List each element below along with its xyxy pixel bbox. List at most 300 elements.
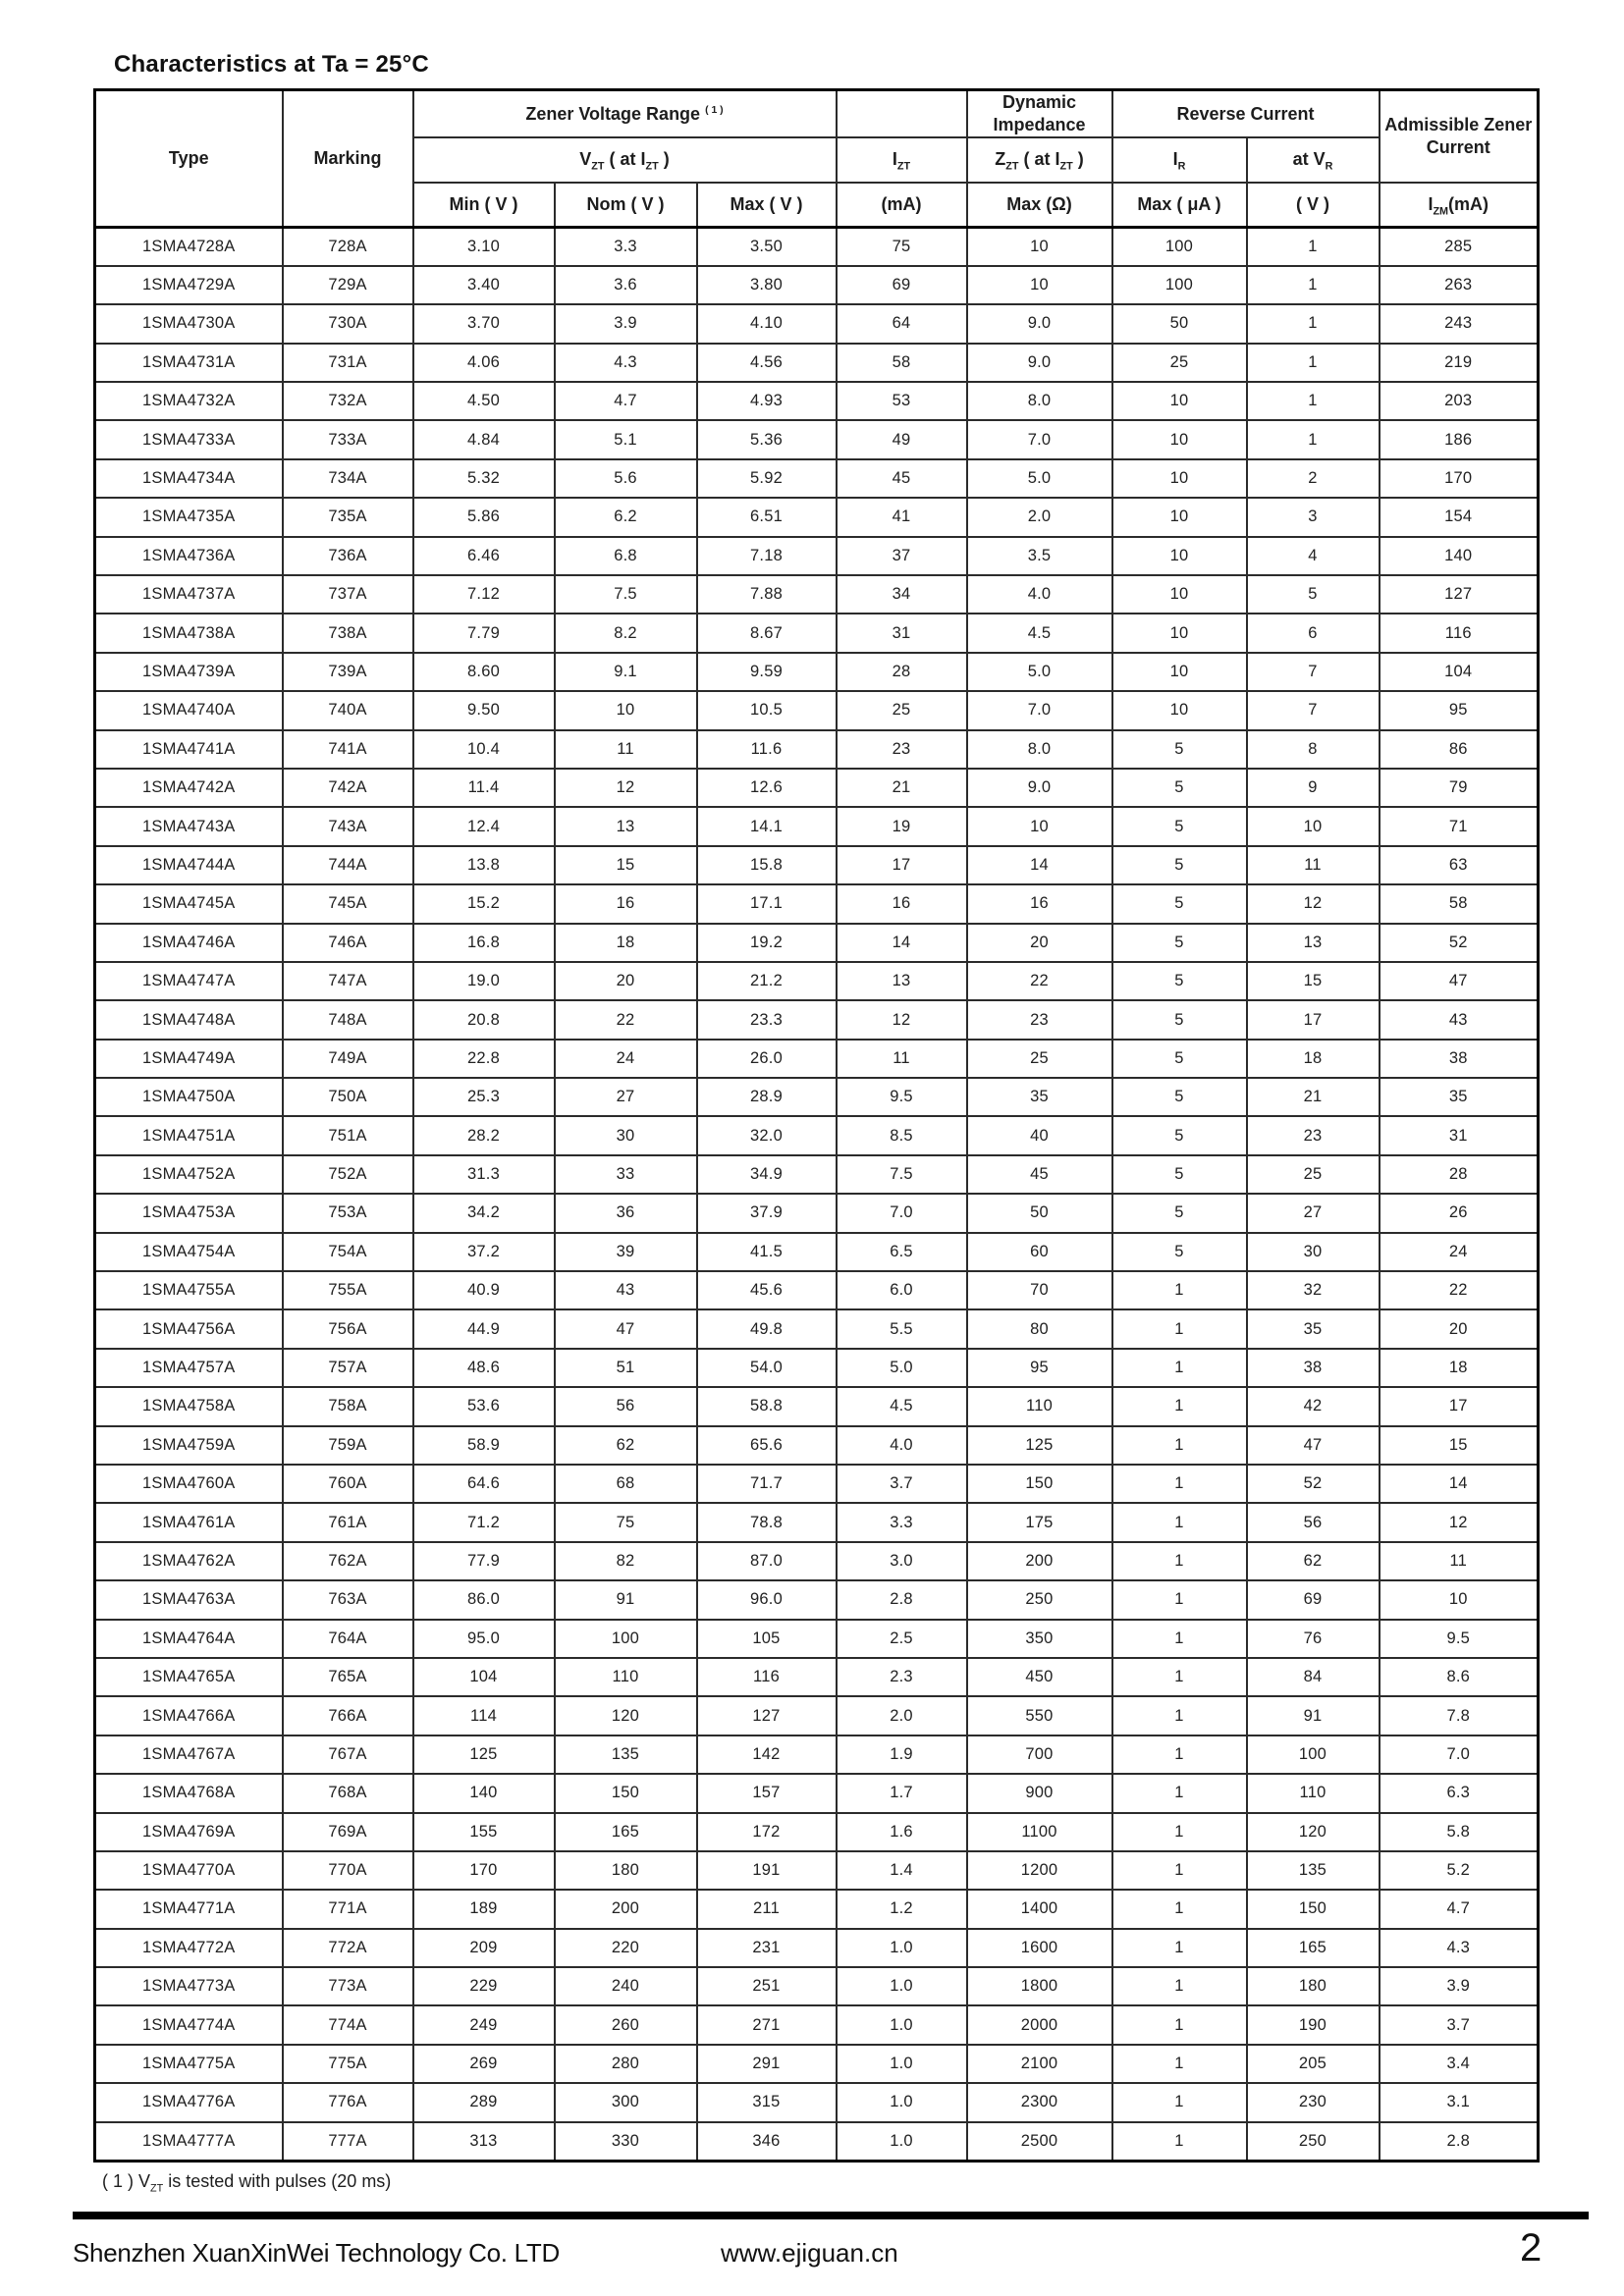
table-cell: 5.5 [837,1309,967,1348]
table-cell: 1 [1112,1658,1247,1696]
table-cell: 1 [1112,1851,1247,1890]
header-vr-unit: ( V ) [1247,183,1380,228]
table-cell: 96.0 [697,1580,837,1619]
table-cell: 2.3 [837,1658,967,1696]
table-cell: 120 [1247,1813,1380,1851]
table-row [95,1929,1539,1967]
table-cell: 1SMA4734A [95,459,283,498]
table-cell: 26.0 [697,1040,837,1078]
table-cell: 8.2 [555,614,697,652]
table-cell: 76 [1247,1620,1380,1658]
table-cell: 4.93 [697,382,837,420]
table-cell: 23 [1247,1116,1380,1154]
table-cell: 28 [837,653,967,691]
header-ir: $I_R$ [1112,137,1247,183]
table-cell: 69 [1247,1580,1380,1619]
table-cell: 5.0 [967,653,1112,691]
table-cell: 21 [1247,1078,1380,1116]
header-izt: $I_{ZT}$ [837,137,967,183]
table-cell: 755A [283,1271,413,1309]
table-cell: 1 [1112,2083,1247,2121]
table-row [95,459,1539,498]
table-cell: 10 [1112,691,1247,729]
table-cell: 35 [1247,1309,1380,1348]
table-cell: 15 [555,846,697,884]
table-cell: 211 [697,1890,837,1928]
header-reverse-current: Reverse Current [1112,90,1380,137]
table-cell: 4 [1247,537,1380,575]
table-cell: 49.8 [697,1309,837,1348]
table-cell: 728A [283,228,413,266]
table-cell: 734A [283,459,413,498]
table-cell: 70 [967,1271,1112,1309]
table-cell: 6 [1247,614,1380,652]
table-cell: 12.6 [697,769,837,807]
table-cell: 110 [555,1658,697,1696]
table-cell: 25 [967,1040,1112,1078]
table-cell: 16 [837,884,967,923]
table-cell: 240 [555,1967,697,2005]
table-cell: 285 [1380,228,1539,266]
table-cell: 1.9 [837,1735,967,1774]
table-cell: 1SMA4768A [95,1774,283,1812]
table-cell: 23 [967,1000,1112,1039]
table-cell: 8.0 [967,382,1112,420]
table-row [95,614,1539,652]
table-cell: 15.2 [413,884,555,923]
table-cell: 209 [413,1929,555,1967]
table-cell: 4.5 [967,614,1112,652]
table-cell: 1SMA4762A [95,1542,283,1580]
table-cell: 205 [1247,2045,1380,2083]
header-empty-cell [837,90,967,137]
table-cell: 5 [1112,769,1247,807]
table-cell: 1SMA4777A [95,2122,283,2161]
table-cell: 740A [283,691,413,729]
table-cell: 33 [555,1155,697,1194]
table-cell: 2300 [967,2083,1112,2121]
table-cell: 291 [697,2045,837,2083]
table-cell: 191 [697,1851,837,1890]
table-cell: 10 [967,266,1112,304]
table-cell: 51 [555,1349,697,1387]
table-cell: 700 [967,1735,1112,1774]
table-cell: 250 [1247,2122,1380,2161]
table-cell: 11 [1380,1542,1539,1580]
table-cell: 7.5 [837,1155,967,1194]
table-cell: 105 [697,1620,837,1658]
table-row [95,1349,1539,1387]
table-row [95,2045,1539,2083]
table-cell: 9.5 [837,1078,967,1116]
table-cell: 3.0 [837,1542,967,1580]
table-cell: 8.0 [967,730,1112,769]
table-cell: 1 [1112,1696,1247,1735]
table-cell: 1SMA4763A [95,1580,283,1619]
table-cell: 4.0 [837,1426,967,1465]
table-cell: 37.9 [697,1194,837,1232]
table-cell: 271 [697,2005,837,2044]
table-cell: 41.5 [697,1233,837,1271]
table-cell: 25.3 [413,1078,555,1116]
table-row [95,1967,1539,2005]
table-cell: 20.8 [413,1000,555,1039]
table-cell: 22 [1380,1271,1539,1309]
table-cell: 18 [1380,1349,1539,1387]
table-cell: 3.7 [1380,2005,1539,2044]
table-cell: 120 [555,1696,697,1735]
header-admissible-zener-current: Admissible Zener Current [1380,90,1539,183]
table-cell: 13 [837,962,967,1000]
table-cell: 10 [1112,459,1247,498]
table-cell: 11 [555,730,697,769]
table-cell: 140 [1380,537,1539,575]
table-cell: 65.6 [697,1426,837,1465]
header-min-v: Min ( V ) [413,183,555,228]
table-cell: 3.10 [413,228,555,266]
table-cell: 1SMA4775A [95,2045,283,2083]
table-cell: 10 [967,228,1112,266]
table-row [95,1890,1539,1928]
table-cell: 189 [413,1890,555,1928]
table-cell: 260 [555,2005,697,2044]
table-cell: 1SMA4730A [95,304,283,343]
table-cell: 5 [1112,1000,1247,1039]
table-cell: 346 [697,2122,837,2161]
table-cell: 87.0 [697,1542,837,1580]
table-cell: 771A [283,1890,413,1928]
table-cell: 749A [283,1040,413,1078]
table-cell: 47 [1380,962,1539,1000]
table-cell: 1SMA4765A [95,1658,283,1696]
table-cell: 12 [837,1000,967,1039]
table-cell: 3.3 [555,228,697,266]
table-row [95,537,1539,575]
table-cell: 28.9 [697,1078,837,1116]
table-cell: 1 [1112,1929,1247,1967]
table-cell: 230 [1247,2083,1380,2121]
table-cell: 330 [555,2122,697,2161]
table-cell: 32 [1247,1271,1380,1309]
table-cell: 13 [1247,924,1380,962]
table-cell: 250 [967,1580,1112,1619]
table-cell: 3 [1247,498,1380,536]
table-cell: 5.0 [837,1349,967,1387]
table-cell: 5 [1112,1155,1247,1194]
footer-website: www.ejiguan.cn [721,2238,898,2268]
table-cell: 1SMA4746A [95,924,283,962]
table-cell: 7.0 [837,1194,967,1232]
table-cell: 1SMA4733A [95,420,283,458]
table-cell: 42 [1247,1387,1380,1425]
table-cell: 1 [1112,1774,1247,1812]
table-row [95,1542,1539,1580]
table-cell: 28 [1380,1155,1539,1194]
table-cell: 1SMA4759A [95,1426,283,1465]
table-cell: 8.67 [697,614,837,652]
table-cell: 1SMA4749A [95,1040,283,1078]
table-cell: 4.56 [697,344,837,382]
table-cell: 47 [555,1309,697,1348]
table-cell: 1 [1247,382,1380,420]
table-cell: 759A [283,1426,413,1465]
table-cell: 30 [1247,1233,1380,1271]
table-cell: 752A [283,1155,413,1194]
table-cell: 43 [555,1271,697,1309]
table-cell: 3.6 [555,266,697,304]
characteristics-table [93,88,1540,2163]
table-row [95,1116,1539,1154]
table-cell: 1 [1112,2122,1247,2161]
table-row [95,1233,1539,1271]
header-izm-unit: $I_{ZM}(mA)$ [1380,183,1539,228]
table-cell: 52 [1380,924,1539,962]
table-cell: 27 [555,1078,697,1116]
table-cell: 1 [1112,1580,1247,1619]
table-cell: 12 [1247,884,1380,923]
table-cell: 18 [1247,1040,1380,1078]
table-cell: 5.36 [697,420,837,458]
table-row [95,420,1539,458]
table-cell: 1.7 [837,1774,967,1812]
table-cell: 1SMA4743A [95,807,283,845]
table-cell: 35 [967,1078,1112,1116]
table-cell: 263 [1380,266,1539,304]
table-cell: 150 [555,1774,697,1812]
table-cell: 4.3 [1380,1929,1539,1967]
table-cell: 150 [967,1465,1112,1503]
table-cell: 733A [283,420,413,458]
table-cell: 10 [1112,382,1247,420]
table-cell: 1 [1112,1426,1247,1465]
table-cell: 7.0 [1380,1735,1539,1774]
table-cell: 754A [283,1233,413,1271]
header-izt-unit: (mA) [837,183,967,228]
table-cell: 1 [1112,1309,1247,1348]
table-cell: 12.4 [413,807,555,845]
table-cell: 63 [1380,846,1539,884]
table-cell: 3.1 [1380,2083,1539,2121]
table-cell: 77.9 [413,1542,555,1580]
table-cell: 8 [1247,730,1380,769]
table-cell: 772A [283,1929,413,1967]
table-cell: 1SMA4744A [95,846,283,884]
table-row [95,653,1539,691]
table-cell: 1100 [967,1813,1112,1851]
table-cell: 172 [697,1813,837,1851]
table-cell: 15 [1247,962,1380,1000]
table-cell: 62 [555,1426,697,1465]
table-cell: 5 [1112,962,1247,1000]
table-cell: 1SMA4771A [95,1890,283,1928]
table-cell: 56 [555,1387,697,1425]
table-header [95,90,1539,228]
table-cell: 1.0 [837,2122,967,2161]
table-body [95,228,1539,2162]
table-row [95,962,1539,1000]
table-cell: 58 [837,344,967,382]
table-cell: 110 [967,1387,1112,1425]
table-cell: 170 [413,1851,555,1890]
table-cell: 743A [283,807,413,845]
table-cell: 91 [1247,1696,1380,1735]
table-cell: 775A [283,2045,413,2083]
table-cell: 5.1 [555,420,697,458]
table-cell: 1SMA4756A [95,1309,283,1348]
table-cell: 18 [555,924,697,962]
table-cell: 1SMA4758A [95,1387,283,1425]
table-cell: 64 [837,304,967,343]
page-title: Characteristics at Ta = 25°C [114,51,429,78]
table-cell: 6.2 [555,498,697,536]
table-row [95,1309,1539,1348]
table-cell: 249 [413,2005,555,2044]
footer-divider [73,2212,1589,2219]
table-cell: 71.7 [697,1465,837,1503]
table-cell: 104 [1380,653,1539,691]
table-cell: 4.3 [555,344,697,382]
table-row [95,304,1539,343]
table-cell: 1400 [967,1890,1112,1928]
table-cell: 100 [1112,266,1247,304]
table-cell: 5.0 [967,459,1112,498]
table-cell: 776A [283,2083,413,2121]
table-cell: 68 [555,1465,697,1503]
table-cell: 5 [1112,730,1247,769]
table-row [95,1387,1539,1425]
table-cell: 75 [837,228,967,266]
table-cell: 5 [1112,1078,1247,1116]
table-cell: 1SMA4731A [95,344,283,382]
table-cell: 10 [1380,1580,1539,1619]
table-row [95,2083,1539,2121]
table-cell: 1 [1247,304,1380,343]
table-cell: 54.0 [697,1349,837,1387]
table-cell: 1SMA4736A [95,537,283,575]
table-cell: 2 [1247,459,1380,498]
table-cell: 2.8 [1380,2122,1539,2161]
table-cell: 3.40 [413,266,555,304]
table-cell: 6.8 [555,537,697,575]
table-cell: 180 [555,1851,697,1890]
table-cell: 48.6 [413,1349,555,1387]
table-cell: 745A [283,884,413,923]
table-cell: 127 [1380,575,1539,614]
table-cell: 10 [1112,420,1247,458]
table-row [95,1696,1539,1735]
table-cell: 165 [1247,1929,1380,1967]
table-row [95,1503,1539,1541]
table-cell: 7.0 [967,691,1112,729]
table-cell: 25 [1112,344,1247,382]
table-cell: 1.0 [837,2045,967,2083]
table-cell: 1.0 [837,1967,967,2005]
table-cell: 23 [837,730,967,769]
table-row [95,807,1539,845]
table-cell: 7.8 [1380,1696,1539,1735]
table-cell: 11 [1247,846,1380,884]
table-cell: 28.2 [413,1116,555,1154]
table-cell: 5 [1112,924,1247,962]
table-cell: 5 [1112,1040,1247,1078]
table-cell: 5.2 [1380,1851,1539,1890]
table-cell: 16 [555,884,697,923]
table-cell: 41 [837,498,967,536]
table-cell: 739A [283,653,413,691]
table-cell: 742A [283,769,413,807]
table-cell: 1SMA4751A [95,1116,283,1154]
table-cell: 34 [837,575,967,614]
table-cell: 110 [1247,1774,1380,1812]
table-cell: 71.2 [413,1503,555,1541]
table-cell: 45 [967,1155,1112,1194]
table-cell: 1.0 [837,2083,967,2121]
table-cell: 1800 [967,1967,1112,2005]
table-cell: 8.6 [1380,1658,1539,1696]
table-row [95,1271,1539,1309]
table-cell: 1.0 [837,1929,967,1967]
header-zzt: $Z_{ZT}$ ( at $I_{ZT}$ ) [967,137,1112,183]
table-cell: 1SMA4732A [95,382,283,420]
table-row [95,884,1539,923]
table-cell: 738A [283,614,413,652]
table-cell: 764A [283,1620,413,1658]
table-cell: 1SMA4767A [95,1735,283,1774]
table-cell: 280 [555,2045,697,2083]
table-cell: 7.79 [413,614,555,652]
table-cell: 1SMA4764A [95,1620,283,1658]
table-cell: 175 [967,1503,1112,1541]
table-row [95,1040,1539,1078]
table-row [95,1194,1539,1232]
table-cell: 43 [1380,1000,1539,1039]
table-cell: 2500 [967,2122,1112,2161]
table-cell: 116 [1380,614,1539,652]
table-cell: 11 [837,1040,967,1078]
table-cell: 8.60 [413,653,555,691]
table-cell: 3.7 [837,1465,967,1503]
table-cell: 21.2 [697,962,837,1000]
table-cell: 1SMA4737A [95,575,283,614]
table-cell: 1SMA4773A [95,1967,283,2005]
table-cell: 91 [555,1580,697,1619]
table-cell: 22 [555,1000,697,1039]
table-row [95,1658,1539,1696]
table-cell: 165 [555,1813,697,1851]
table-cell: 5 [1112,1194,1247,1232]
table-cell: 2100 [967,2045,1112,2083]
table-cell: 47 [1247,1426,1380,1465]
table-cell: 56 [1247,1503,1380,1541]
table-cell: 1 [1112,1735,1247,1774]
table-cell: 157 [697,1774,837,1812]
table-cell: 768A [283,1774,413,1812]
table-cell: 32.0 [697,1116,837,1154]
table-cell: 135 [1247,1851,1380,1890]
table-cell: 17 [1380,1387,1539,1425]
table-cell: 900 [967,1774,1112,1812]
table-cell: 20 [555,962,697,1000]
table-cell: 2.5 [837,1620,967,1658]
table-cell: 757A [283,1349,413,1387]
header-type: Type [95,90,283,228]
table-cell: 13.8 [413,846,555,884]
table-cell: 31 [837,614,967,652]
table-cell: 736A [283,537,413,575]
table-cell: 64.6 [413,1465,555,1503]
table-cell: 1SMA4755A [95,1271,283,1309]
table-cell: 3.80 [697,266,837,304]
